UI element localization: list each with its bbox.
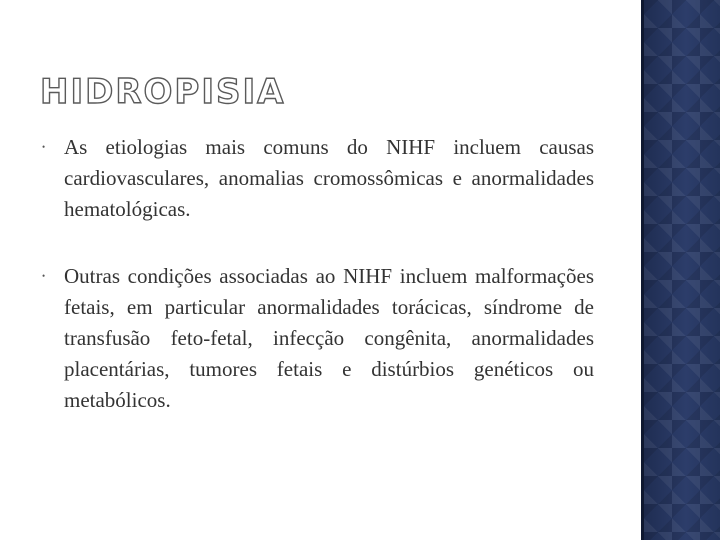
bullet-item bbox=[42, 261, 594, 416]
slide-title: HIDROPISIA bbox=[40, 72, 286, 112]
bullet-item bbox=[42, 132, 594, 225]
bullet-text: Outras condições associadas ao NIHF incluem malformações fetais, em particular anormalidades torácicas, síndrome de transfusão feto-fetal, infecção congênita, anormalidades placentárias, tumores fetais e distúrbios genéticos ou metabólicos. bbox=[64, 264, 594, 412]
decorative-side-band bbox=[641, 0, 720, 540]
bullet-dot-icon: • bbox=[42, 142, 46, 152]
bullet-list bbox=[42, 132, 594, 452]
bullet-text: As etiologias mais comuns do NIHF incluem causas cardiovasculares, anomalias cromossômicas e anormalidades hematológicas. bbox=[64, 135, 594, 221]
bullet-dot-icon: • bbox=[42, 271, 46, 281]
